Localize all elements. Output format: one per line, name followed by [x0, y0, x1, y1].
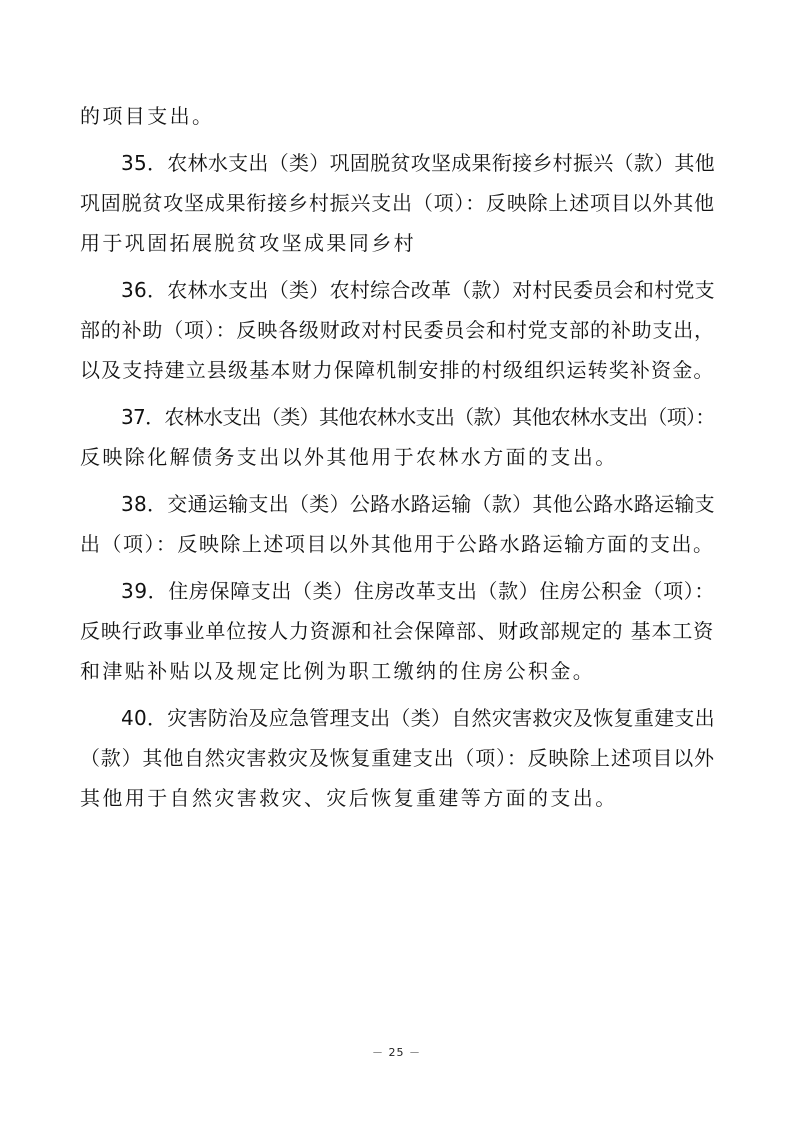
paragraph-line: 以及支持建立县级基本财力保障机制安排的村级组织运转奖补资金。	[80, 358, 715, 382]
paragraph-line: 巩固脱贫攻坚成果衔接乡村振兴支出（项）：反映除上述项目以外其他	[80, 191, 715, 215]
paragraph-line: 用于巩固拓展脱贫攻坚成果同乡村	[80, 231, 416, 255]
paragraph-line: 37．农林水支出（类）其他农林水支出（款）其他农林水支出（项）：	[121, 405, 715, 429]
paragraph-line: 和津贴补贴以及规定比例为职工缴纳的住房公积金。	[80, 659, 596, 683]
paragraph-line: 36．农林水支出（类）农村综合改革（款）对村民委员会和村党支	[121, 278, 715, 302]
paragraph-line: 40．灾害防治及应急管理支出（类）自然灾害救灾及恢复重建支出	[121, 706, 715, 730]
page-number: － 25 －	[372, 1046, 421, 1059]
paragraph-line: （款）其他自然灾害救灾及恢复重建支出（项）：反映除上述项目以外	[80, 746, 715, 770]
paragraph-line: 的项目支出。	[80, 104, 215, 128]
paragraph-line: 反映除化解债务支出以外其他用于农林水方面的支出。	[80, 445, 618, 469]
paragraph-line: 39．住房保障支出（类）住房改革支出（款）住房公积金（项）：	[121, 579, 715, 603]
paragraph-line: 其他用于自然灾害救灾、灾后恢复重建等方面的支出。	[80, 786, 618, 810]
paragraph-line: 反映行政事业单位按人力资源和社会保障部、财政部规定的 基本工资	[80, 619, 715, 643]
paragraph-line: 35．农林水支出（类）巩固脱贫攻坚成果衔接乡村振兴（款）其他	[121, 151, 715, 175]
paragraph-line: 部的补助（项）：反映各级财政对村民委员会和村党支部的补助支出，	[80, 318, 715, 342]
paragraph-line: 出（项）：反映除上述项目以外其他用于公路水路运输方面的支出。	[80, 532, 715, 556]
paragraph-line: 38．交通运输支出（类）公路水路运输（款）其他公路水路运输支	[121, 492, 715, 516]
